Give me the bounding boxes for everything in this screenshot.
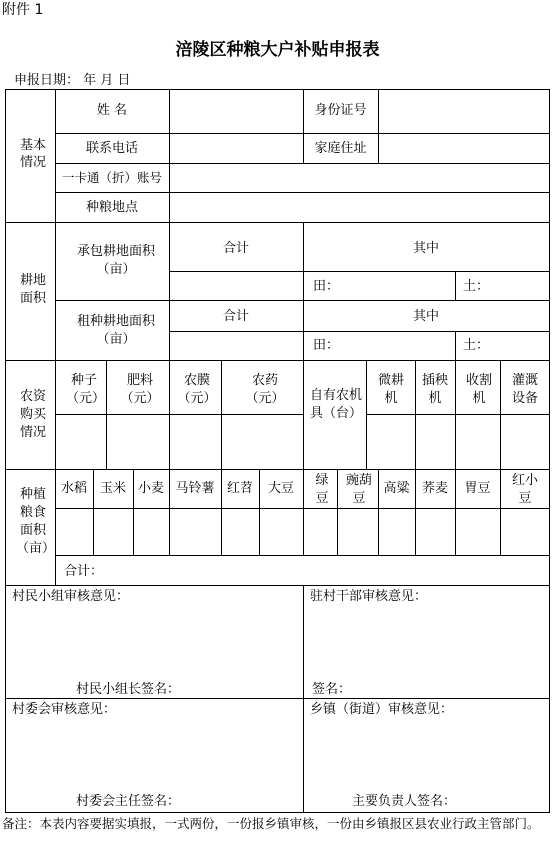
- crop-sweet-potato: 红苕: [226, 481, 253, 496]
- report-date: 申报日期： 年 月 日: [14, 73, 131, 88]
- label-id-number: 身份证号: [314, 103, 367, 118]
- group-leader-sign-label: 村民小组长签名：: [76, 682, 181, 697]
- label-fertilizer: 肥料（元）: [120, 373, 160, 406]
- crop-kidney-bean: 胃豆: [464, 481, 491, 496]
- committee-opinion-field[interactable]: [6, 719, 302, 791]
- rented-total-label: 合计: [222, 309, 249, 324]
- leader-sign-label: 主要负责人签名：: [352, 794, 457, 809]
- label-machinery: 自有农机具（台）: [309, 388, 362, 421]
- section-land-area: 耕地面积: [19, 273, 46, 306]
- label-rented-land: 租种耕地面积（亩）: [76, 314, 155, 347]
- label-pesticide: 农药（元）: [245, 373, 285, 406]
- crop-pea: 豌葫豆: [345, 473, 372, 506]
- label-account: 一卡通（折）账号: [61, 170, 162, 185]
- attachment-label: 附件 1: [2, 2, 44, 18]
- label-tiller: 微耕机: [377, 373, 404, 406]
- contracted-total-label: 合计: [222, 241, 249, 256]
- contracted-among-label: 其中: [412, 241, 439, 256]
- label-grain-location: 种粮地点: [85, 200, 138, 215]
- crop-red-bean: 红小豆: [511, 473, 538, 506]
- crop-buckwheat: 荞麦: [421, 481, 448, 496]
- section-purchase: 农资购买情况: [19, 389, 46, 440]
- label-film: 农膜（元）: [177, 373, 217, 406]
- label-name: 姓 名: [96, 103, 128, 118]
- rented-among-label: 其中: [412, 309, 439, 324]
- contracted-dry-label: 土：: [463, 279, 490, 294]
- cadre-opinion-label: 驻村干部审核意见：: [310, 589, 428, 604]
- crop-wheat: 小麦: [137, 481, 164, 496]
- rented-paddy-label: 田：: [313, 338, 340, 353]
- group-opinion-label: 村民小组审核意见：: [12, 589, 130, 604]
- grain-location-field[interactable]: [170, 193, 549, 222]
- crop-potato: 马铃薯: [175, 481, 215, 496]
- crop-rice: 水稻: [60, 481, 87, 496]
- label-irrigation: 灌溉设备: [511, 373, 538, 406]
- cadre-opinion-field[interactable]: [304, 606, 548, 678]
- account-field[interactable]: [170, 164, 549, 192]
- label-phone: 联系电话: [85, 141, 138, 156]
- footnote: 备注：本表内容要据实填报，一式两份，一份报乡镇审核，一份由乡镇报区县农业行政主管部门。: [2, 816, 540, 831]
- form-title: 涪陵区种粮大户补贴申报表: [175, 40, 380, 60]
- contracted-paddy-label: 田：: [313, 279, 340, 294]
- committee-opinion-label: 村委会审核意见：: [12, 702, 117, 717]
- committee-director-sign-label: 村委会主任签名：: [76, 794, 181, 809]
- crop-corn: 玉米: [99, 481, 126, 496]
- rented-dry-label: 土：: [463, 338, 490, 353]
- id-number-field[interactable]: [379, 90, 549, 133]
- group-opinion-field[interactable]: [6, 606, 302, 678]
- cadre-sign-label: 签名：: [312, 682, 352, 697]
- name-field[interactable]: [170, 90, 302, 133]
- address-field[interactable]: [379, 134, 549, 163]
- contracted-total-field[interactable]: [170, 272, 302, 300]
- crop-total-label: 合计：: [64, 564, 104, 579]
- crop-sorghum: 高粱: [383, 481, 410, 496]
- label-seed: 种子（元）: [66, 373, 106, 406]
- crop-total-field[interactable]: [110, 556, 549, 585]
- crop-soybean: 大豆: [267, 481, 294, 496]
- crop-mung-bean: 绿豆: [315, 473, 329, 506]
- label-transplanter: 插秧机: [421, 373, 448, 406]
- label-contracted-land: 承包耕地面积（亩）: [76, 244, 155, 277]
- rented-total-field[interactable]: [170, 332, 302, 360]
- section-basic-info: 基本情况: [19, 138, 46, 170]
- phone-field[interactable]: [170, 134, 302, 163]
- section-crop-area: 种植粮食面积（亩）: [16, 487, 56, 556]
- town-opinion-field[interactable]: [304, 719, 548, 791]
- label-address: 家庭住址: [314, 141, 367, 156]
- label-harvester: 收割机: [465, 373, 492, 406]
- town-opinion-label: 乡镇（街道）审核意见：: [310, 702, 454, 717]
